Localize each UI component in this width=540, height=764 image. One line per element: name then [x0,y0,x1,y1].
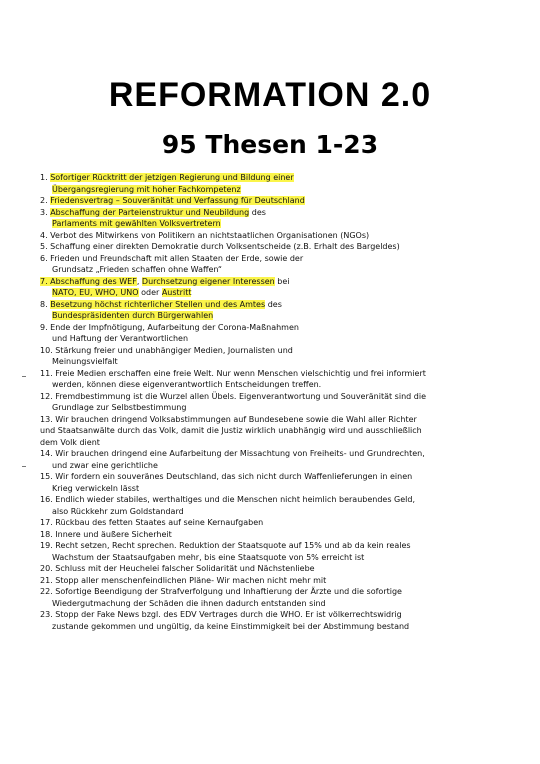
thesis-text: 12. Fremdbestimmung ist die Wurzel allen Übels. Eigenverantwortung und Souveränität sind die [40,391,426,401]
thesis-text: des [265,299,282,309]
thesis-line [40,356,500,368]
highlighted-text: Durchsetzung eigener Interessen [141,276,275,286]
thesis-line [40,184,500,196]
thesis-item [40,345,500,368]
thesis-item [40,563,500,575]
thesis-line [40,437,500,449]
thesis-line [40,299,500,311]
thesis-text: 6. Frieden und Freundschaft mit allen Staaten der Erde, sowie der [40,253,304,263]
thesis-item [40,586,500,609]
thesis-line [40,276,500,288]
thesis-text: 1. [40,173,51,182]
thesis-line [40,552,500,564]
thesis-text: werden, können diese eigenverantwortlich Entscheidungen treffen. [52,380,322,389]
thesis-line [40,414,500,426]
thesis-item [40,494,500,517]
thesis-text: 8. [40,299,51,309]
thesis-item [40,471,500,494]
thesis-text: 3. [40,207,51,217]
thesis-item [40,529,500,541]
thesis-line [40,529,500,541]
thesis-line [40,609,500,621]
thesis-text: Grundlage zur Selbstbestimmung [52,403,187,412]
thesis-text: 14. Wir brauchen dringend eine Aufarbeitung der Missachtung von Freiheits- und Grundrechten, [40,449,425,458]
thesis-item [40,609,500,632]
thesis-text: dem Volk dient [40,437,100,447]
thesis-item [40,368,500,391]
thesis-text: 4. Verbot des Mitwirkens von Politikern an nichtstaatlichen Organisationen (NGOs) [40,230,370,240]
thesis-text: 19. Recht setzen, Recht sprechen. Reduktion der Staatsquote auf 15% und ab da kein reales [40,541,411,550]
thesis-item [40,230,500,242]
thesis-text: 21. Stopp aller menschenfeindlichen Pläne- Wir machen nicht mehr mit [40,575,327,585]
thesis-text: also Rückkehr zum Goldstandard [52,506,184,516]
thesis-line [40,287,500,299]
thesis-item [40,276,500,299]
thesis-text: 20. Schluss mit der Heuchelei falscher Solidarität und Nächstenliebe [40,564,315,573]
thesis-line [40,264,500,276]
margin-mark [22,376,26,377]
thesis-item [40,391,500,414]
page-subtitle: 95 Thesen 1-23 [161,130,379,159]
thesis-item [40,207,500,230]
thesis-line [40,621,500,633]
thesis-line [40,540,500,552]
highlighted-text: Bundespräsidenten durch Bürgerwahlen [52,311,214,320]
thesis-item [40,253,500,276]
thesis-item [40,575,500,587]
thesis-line [40,460,500,472]
thesis-line [40,506,500,518]
thesis-text: 5. Schaffung einer direkten Demokratie durch Volksentscheide (z.B. Erhalt des Bargeldes) [40,242,400,251]
thesis-line [40,471,500,483]
thesis-text: bei [274,276,290,286]
thesis-line [40,563,500,575]
highlighted-text: NATO, EU, WHO, UNO [52,288,139,297]
thesis-text: und Staatsanwälte durch das Volk, damit die Justiz wirklich unabhängig wird und ausschließlich [40,426,422,435]
thesis-text: 10. Stärkung freier und unabhängiger Medien, Journalisten und [40,345,293,355]
thesis-text: Wiedergutmachung der Schäden die ihnen dadurch entstanden sind [52,598,326,608]
thesis-line [40,402,500,414]
thesis-line [40,575,500,587]
margin-mark [22,466,26,467]
thesis-text: 2. [40,196,51,205]
highlighted-text: Friedensvertrag – Souveränität und Verfassung für Deutschland [50,196,305,205]
thesis-text: 11. Freie Medien erschaffen eine freie Welt. Nur wenn Menschen vielschichtig und frei informiert [40,368,426,378]
highlighted-text: Sofortiger Rücktritt der jetzigen Regierung und Bildung einer [50,173,294,182]
thesis-text: 15. Wir fordern ein souveränes Deutschland, das sich nicht durch Waffenlieferungen in einen [40,472,413,481]
thesis-item [40,517,500,529]
thesis-line [40,218,500,230]
thesis-item [40,195,500,207]
theses-list [40,172,500,632]
thesis-text: Wachstum der Staatsaufgaben mehr, bis eine Staatsquote von 5% erreicht ist [52,552,365,562]
thesis-item [40,448,500,471]
thesis-line [40,333,500,345]
page-title: REFORMATION 2.0 [108,76,432,114]
thesis-item [40,540,500,563]
thesis-text: 13. Wir brauchen dringend Volksabstimmungen auf Bundesebene sowie die Wahl aller Richter [40,414,417,424]
thesis-line [40,379,500,391]
thesis-line [40,322,500,334]
thesis-text: des [249,207,266,217]
thesis-item [40,241,500,253]
highlighted-text: Abschaffung der Parteienstruktur und Neubildung [50,207,250,217]
thesis-line [40,172,500,184]
thesis-text: und Haftung der Verantwortlichen [52,334,189,343]
highlighted-text: Besetzung höchst richterlicher Stellen und des Amtes [50,299,266,309]
thesis-line [40,310,500,322]
thesis-text: Grundsatz „Frieden schaffen ohne Waffen“ [52,265,223,274]
thesis-item [40,172,500,195]
thesis-line [40,598,500,610]
thesis-line [40,391,500,403]
thesis-line [40,517,500,529]
thesis-line [40,241,500,253]
thesis-line [40,195,500,207]
thesis-text: und zwar eine gerichtliche [52,460,158,470]
thesis-text: Krieg verwickeln lässt [52,483,140,493]
thesis-text: oder [138,288,162,297]
thesis-text: 16. Endlich wieder stabiles, werthaltiges und die Menschen nicht heimlich beraubendes Geld, [40,495,416,504]
thesis-line [40,425,500,437]
thesis-line [40,230,500,242]
thesis-line [40,448,500,460]
thesis-line [40,483,500,495]
thesis-text: 17. Rückbau des fetten Staates auf seine Kernaufgaben [40,518,264,527]
thesis-text: zustande gekommen und ungültig, da keine Einstimmigkeit bei der Abstimmung bestand [52,621,410,631]
thesis-line [40,345,500,357]
thesis-item [40,322,500,345]
thesis-line [40,253,500,265]
thesis-text: 18. Innere und äußere Sicherheit [40,529,172,539]
thesis-text: 23. Stopp der Fake News bzgl. des EDV Vertrages durch die WHO. Er ist völkerrechtswidrig [40,610,402,619]
thesis-item [40,414,500,449]
thesis-line [40,368,500,380]
thesis-text: , [136,276,142,286]
thesis-line [40,207,500,219]
highlighted-text: Austritt [161,288,192,297]
highlighted-text: Parlaments mit gewählten Volksvertretern [52,219,221,228]
highlighted-text: 7. Abschaffung des WEF [40,276,137,286]
thesis-line [40,494,500,506]
thesis-line [40,586,500,598]
thesis-item [40,299,500,322]
thesis-text: 9. Ende der Impfnötigung, Aufarbeitung der Corona-Maßnahmen [40,322,299,332]
highlighted-text: Übergangsregierung mit hoher Fachkompetenz [52,184,241,194]
thesis-text: 22. Sofortige Beendigung der Strafverfolgung und Inhaftierung der Ärzte und die sofortige [40,587,402,596]
thesis-text: Meinungsvielfalt [52,357,118,366]
